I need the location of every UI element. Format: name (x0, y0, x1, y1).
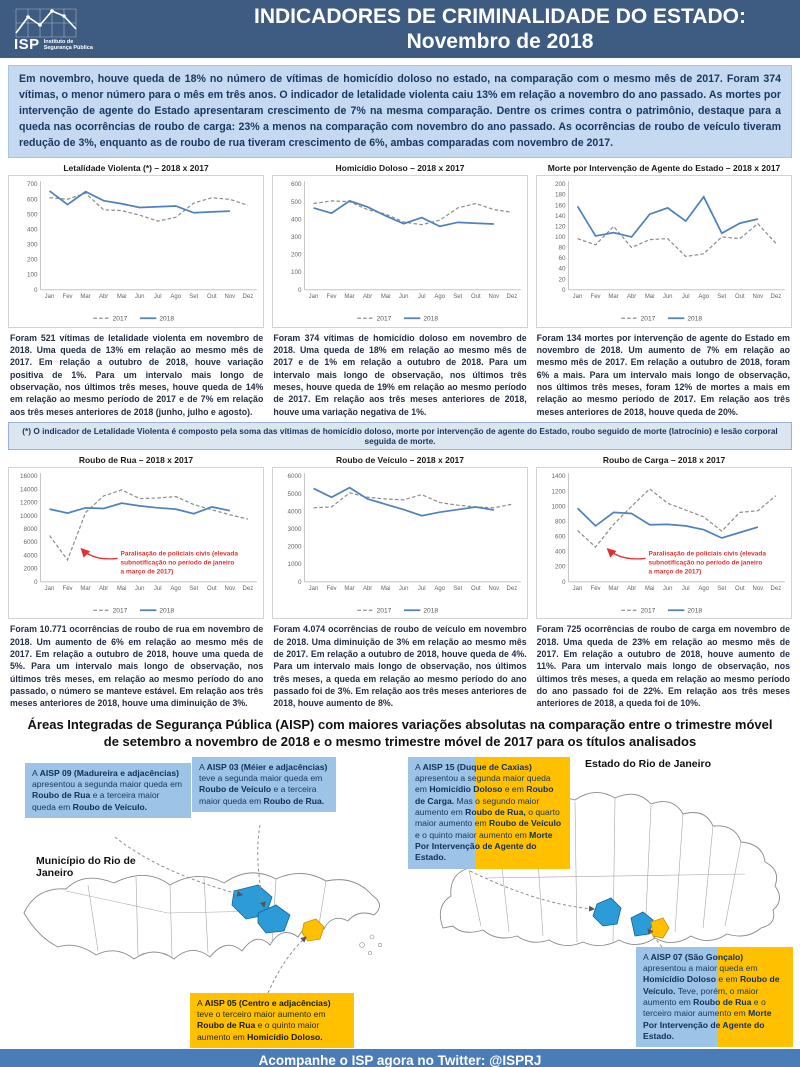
svg-text:Jan: Jan (44, 294, 55, 301)
svg-text:400: 400 (26, 226, 38, 234)
svg-text:Nov: Nov (752, 585, 764, 592)
svg-text:Ago: Ago (170, 585, 182, 592)
svg-text:Mar: Mar (344, 585, 355, 592)
logo-chart-icon (14, 7, 78, 39)
svg-text:60: 60 (558, 255, 566, 263)
svg-text:Fev: Fev (62, 294, 73, 301)
svg-text:400: 400 (554, 548, 566, 556)
svg-text:Jan: Jan (44, 585, 55, 592)
svg-text:2018: 2018 (687, 315, 703, 323)
svg-text:1000: 1000 (551, 503, 566, 511)
svg-text:Dez: Dez (242, 585, 254, 592)
chart-title: Roubo de Veículo – 2018 x 2017 (335, 455, 465, 465)
svg-text:Out: Out (470, 294, 481, 301)
arrow-aisp05 (268, 937, 306, 993)
svg-text:2017: 2017 (112, 607, 128, 615)
logo-name-line2: Segurança Pública (43, 45, 93, 52)
svg-text:20: 20 (558, 276, 566, 284)
svg-text:700: 700 (26, 181, 38, 189)
svg-text:400: 400 (290, 216, 302, 224)
svg-text:6000: 6000 (23, 539, 38, 547)
svg-text:100: 100 (290, 269, 302, 277)
svg-text:14000: 14000 (19, 486, 38, 494)
svg-text:Dez: Dez (242, 294, 254, 301)
svg-text:Set: Set (189, 585, 199, 592)
svg-text:0: 0 (33, 578, 38, 586)
svg-text:2018: 2018 (423, 607, 439, 615)
right-map-label: Estado do Rio de Janeiro (585, 757, 712, 770)
svg-text:5000: 5000 (287, 490, 302, 498)
svg-text:2018: 2018 (423, 315, 439, 323)
svg-text:2017: 2017 (376, 607, 392, 615)
svg-text:Nov: Nov (488, 585, 500, 592)
page-title-line2: Novembro de 2018 (406, 30, 594, 53)
line-chart-homicidio (272, 175, 528, 327)
svg-text:4000: 4000 (287, 508, 302, 516)
svg-text:Dez: Dez (770, 294, 782, 301)
svg-text:4000: 4000 (23, 552, 38, 560)
svg-text:Set: Set (453, 294, 463, 301)
svg-text:140: 140 (554, 213, 566, 221)
svg-text:0: 0 (297, 287, 302, 295)
svg-text:40: 40 (558, 266, 566, 274)
svg-text:Mar: Mar (80, 585, 91, 592)
svg-text:0: 0 (561, 578, 566, 586)
svg-text:Fev: Fev (326, 294, 337, 301)
chart-title: Letalidade Violenta (*) – 2018 x 2017 (63, 163, 209, 174)
svg-text:Out: Out (206, 294, 217, 301)
svg-text:subnotificação no período de j: subnotificação no período de janeiro (120, 559, 235, 567)
svg-text:Jul: Jul (681, 585, 690, 592)
svg-text:Abr: Abr (362, 585, 373, 592)
svg-text:12000: 12000 (19, 499, 38, 507)
svg-text:Dez: Dez (506, 294, 518, 301)
svg-text:Fev: Fev (590, 294, 601, 301)
page-title-line1: INDICADORES DE CRIMINALIDADE DO ESTADO: (254, 4, 746, 28)
svg-text:Set: Set (717, 585, 727, 592)
logo-name (44, 39, 93, 52)
bay-islands (360, 935, 382, 955)
line-chart-roubo-veiculo (272, 467, 528, 619)
svg-text:Out: Out (470, 585, 481, 592)
svg-text:Mai: Mai (644, 294, 655, 301)
svg-text:2017: 2017 (376, 315, 392, 323)
svg-text:2018: 2018 (687, 607, 703, 615)
svg-text:Jan: Jan (308, 585, 319, 592)
line-chart-roubo-rua (8, 467, 264, 619)
charts-row-2 (0, 455, 800, 619)
svg-text:2000: 2000 (287, 543, 302, 551)
svg-text:100: 100 (26, 272, 38, 280)
line-chart-letalidade (8, 175, 264, 327)
svg-text:600: 600 (290, 181, 302, 189)
svg-text:Set: Set (717, 294, 727, 301)
svg-text:0: 0 (297, 578, 302, 586)
svg-text:16000: 16000 (19, 473, 38, 481)
svg-text:Ago: Ago (434, 585, 446, 592)
left-map-label: Município do Rio de Janeiro (36, 854, 136, 879)
callout-aisp09: A AISP 09 (Madureira e adjacências) apresentou a segunda maior queda em Roubo de Rua e a terceira maior queda em Roubo de Veículo. (25, 763, 191, 818)
svg-text:Fev: Fev (590, 585, 601, 592)
svg-text:Nov: Nov (224, 294, 236, 301)
svg-text:Jul: Jul (153, 585, 162, 592)
footer (0, 1049, 800, 1067)
chart-title: Roubo de Rua – 2018 x 2017 (78, 455, 194, 465)
svg-text:Nov: Nov (752, 294, 764, 301)
svg-text:1400: 1400 (551, 473, 566, 481)
svg-text:300: 300 (290, 234, 302, 242)
letalidade-footnote: (*) O indicador de Letalidade Violenta é composto pela soma das vítimas de homicídio doloso, morte por intervenção de agente do Estado, roubo seguido de morte (latrocínio) e lesão corporal seguida de morte. (8, 422, 792, 450)
svg-text:80: 80 (558, 245, 566, 253)
svg-text:Dez: Dez (506, 585, 518, 592)
svg-text:200: 200 (26, 257, 38, 265)
svg-text:Jun: Jun (398, 585, 409, 592)
svg-text:Out: Out (734, 294, 745, 301)
rio-municipality-map (24, 873, 382, 959)
analysis-roubo-veiculo: Foram 4.074 ocorrências de roubo de veículo em novembro de 2018. Uma diminuição de 3% em relação ao mesmo mês de 2017. Em relação a outubro de 2018, houve queda de 4%. Para um intervalo mais longo de observação, nos últimos três meses, a queda em relação ao mesmo período do ano passado foi de 3%. Em relação aos três meses anteriores de 2018, houve aumento de 8%. (273, 624, 527, 709)
charts-row-1 (0, 163, 800, 327)
svg-text:Paralisação de policiais civis: Paralisação de policiais civis (elevada (648, 550, 767, 558)
svg-text:Jan: Jan (308, 294, 319, 301)
svg-text:Set: Set (189, 294, 199, 301)
svg-text:Dez: Dez (770, 585, 782, 592)
svg-text:2017: 2017 (640, 315, 656, 323)
svg-text:Jun: Jun (662, 294, 673, 301)
svg-text:Mar: Mar (344, 294, 355, 301)
svg-text:100: 100 (554, 234, 566, 242)
svg-text:0: 0 (33, 287, 38, 295)
svg-text:2018: 2018 (159, 315, 175, 323)
analysis-roubo-carga: Foram 725 ocorrências de roubo de carga em novembro de 2018. Uma queda de 23% em relação ao mesmo mês de 2017. Em relação a outubro de 2018, houve aumento de 11%. Para um intervalo mais longo de observação, nos últimos três meses, a queda em relação ao mesmo período do ano passado foi de 22%. Em relação aos três meses anteriores de 2018, a queda foi de 10%. (536, 624, 790, 709)
svg-text:500: 500 (26, 211, 38, 219)
svg-text:Jan: Jan (572, 585, 583, 592)
svg-text:120: 120 (554, 223, 566, 231)
svg-text:Jan: Jan (572, 294, 583, 301)
svg-text:Fev: Fev (326, 585, 337, 592)
chart-card-roubo-veiculo (272, 455, 528, 619)
analyses-row-2 (0, 623, 800, 709)
svg-text:Ago: Ago (698, 585, 710, 592)
analysis-letalidade: Foram 521 vítimas de letalidade violenta em novembro de 2018. Uma queda de 13% em relação ao mesmo mês de 2017. Em relação a outubro de 2018, houve variação positiva de 1%. Para um intervalo mais longo de observação, nos últimos três meses, houve queda de 14% em relação ao mesmo período de 2017 e de 7% em relação aos três meses anteriores de 2018 (junho, julho e agosto). (10, 332, 264, 417)
svg-text:Mai: Mai (116, 294, 127, 301)
chart-title: Morte por Intervenção de Agente do Estado – 2018 x 2017 (547, 163, 781, 174)
svg-text:800: 800 (554, 518, 566, 526)
svg-text:Jul: Jul (417, 585, 426, 592)
svg-text:Jun: Jun (134, 585, 145, 592)
svg-text:600: 600 (26, 196, 38, 204)
isp-logo (14, 7, 224, 52)
chart-title: Roubo de Carga – 2018 x 2017 (602, 455, 726, 465)
header-bar (0, 0, 800, 58)
svg-text:500: 500 (290, 199, 302, 207)
svg-text:1000: 1000 (287, 561, 302, 569)
svg-text:Jul: Jul (417, 294, 426, 301)
intro-summary: Em novembro, houve queda de 18% no número de vítimas de homicídio doloso no estado, na comparação com o mesmo mês de 2017. Foram 374 vítimas, o menor número para o mês em três anos. O indicador de letalidade violenta caiu 13% em relação a novembro do ano passado. As mortes por intervenção de agente do Estado apresentaram crescimento de 7% na mesma comparação. Dentre os crimes contra o patrimônio, destaque para a queda nas ocorrências de roubo de carga: 23% a menos na comparação com novembro do ano passado. As ocorrências de roubo de veículo tiveram redução de 3%, enquanto as de roubo de rua tiveram crescimento de 6%, ambas comparadas com novembro de 2017. (8, 65, 792, 158)
logo-acronym: ISP (14, 35, 40, 53)
chart-card-roubo-rua (8, 455, 264, 619)
svg-text:2017: 2017 (640, 607, 656, 615)
analysis-roubo-rua: Foram 10.771 ocorrências de roubo de rua em novembro de 2018. Um aumento de 6% em relação ao mesmo mês de 2017. Em relação a outubro de 2018, houve uma queda de 5%. Para um intervalo mais longo de observação, nos últimos três meses, em relação ao mesmo período do ano passado, o número se manteve estável. Em relação aos três meses anteriores de 2018, houve uma diminuição de 3%. (10, 624, 264, 709)
svg-text:Out: Out (206, 585, 217, 592)
chart-card-roubo-carga (536, 455, 792, 619)
svg-text:Ago: Ago (434, 294, 446, 301)
analyses-row-1 (0, 332, 800, 418)
svg-text:2018: 2018 (159, 607, 175, 615)
aisp-section-title: Áreas Integradas de Segurança Pública (AISP) com maiores variações absolutas na comparação entre o trimestre móvel de setembro a novembro de 2018 e o mesmo trimestre móvel de 2017 para os títulos analisados (27, 716, 773, 750)
svg-text:Ago: Ago (170, 294, 182, 301)
svg-text:Mai: Mai (380, 294, 391, 301)
svg-text:Out: Out (734, 585, 745, 592)
callout-aisp07: A AISP 07 (São Gonçalo) apresentou a maior queda em Homicídio Doloso e em Roubo de Veículo. Teve, porém, o maior aumento em Roubo de Rua e o terceiro maior aumento em Morte Por Intervenção de Agente do Estado. (636, 947, 793, 1048)
logo-name-line1: Instituto de (43, 38, 74, 45)
aisp-maps-section (0, 753, 800, 1049)
chart-card-letalidade (8, 163, 264, 327)
svg-text:6000: 6000 (287, 473, 302, 481)
chart-card-morte-intervencao (536, 163, 792, 327)
svg-text:3000: 3000 (287, 525, 302, 533)
callout-aisp03: A AISP 03 (Méier e adjacências) teve a segunda maior queda em Roubo de Veículo e a terceira maior queda em Roubo de Rua. (192, 757, 336, 812)
svg-text:Jul: Jul (153, 294, 162, 301)
svg-text:Mar: Mar (80, 294, 91, 301)
chart-card-homicidio (272, 163, 528, 327)
line-chart-morte-intervencao (536, 175, 792, 327)
svg-text:0: 0 (561, 287, 566, 295)
svg-text:Mai: Mai (380, 585, 391, 592)
svg-text:Paralisação de policiais civis: Paralisação de policiais civis (elevada (120, 550, 239, 558)
svg-text:Ago: Ago (698, 294, 710, 301)
page-title (224, 4, 786, 54)
svg-text:a março de 2017): a março de 2017) (648, 568, 702, 576)
svg-text:Jun: Jun (662, 585, 673, 592)
svg-text:160: 160 (554, 202, 566, 210)
footer-twitter-text: Acompanhe o ISP agora no Twitter: @ISPRJ (0, 1049, 800, 1067)
svg-text:180: 180 (554, 192, 566, 200)
svg-text:300: 300 (26, 241, 38, 249)
svg-text:Abr: Abr (626, 294, 637, 301)
analysis-morte-intervencao: Foram 134 mortes por intervenção de agente do Estado em novembro de 2018. Um aumento de 7% em relação ao mesmo mês de 2017. Em relação a outubro de 2018, foram 6% a mais. Para um intervalo mais longo de observação, nos últimos três meses, foram 12% de mortes a mais em relação ao mesmo período de 2017. Em relação aos três meses anteriores de 2018, houve queda de 20%. (536, 332, 790, 417)
analysis-homicidio: Foram 374 vítimas de homicídio doloso em novembro de 2018. Uma queda de 18% em relação ao mesmo mês de 2017 e de 1% em relação a outubro de 2018. Para um intervalo mais longo de observação, nos últimos três meses, houve queda de 19% em relação ao mesmo período de 2017. Em relação aos três meses anteriores de 2018, houve uma variação negativa de 1%. (273, 332, 527, 417)
svg-text:200: 200 (554, 181, 566, 189)
svg-text:Jun: Jun (134, 294, 145, 301)
svg-text:Nov: Nov (488, 294, 500, 301)
line-chart-roubo-carga (536, 467, 792, 619)
svg-text:Abr: Abr (626, 585, 637, 592)
svg-text:Mar: Mar (608, 585, 619, 592)
svg-text:Abr: Abr (362, 294, 373, 301)
svg-text:2000: 2000 (23, 565, 38, 573)
svg-text:Mai: Mai (644, 585, 655, 592)
svg-text:Fev: Fev (62, 585, 73, 592)
svg-text:Jun: Jun (398, 294, 409, 301)
svg-text:600: 600 (554, 533, 566, 541)
svg-text:Abr: Abr (98, 585, 109, 592)
svg-text:200: 200 (290, 252, 302, 260)
svg-text:1200: 1200 (551, 488, 566, 496)
svg-text:Abr: Abr (98, 294, 109, 301)
svg-text:Set: Set (453, 585, 463, 592)
callout-aisp15: A AISP 15 (Duque de Caxias) apresentou a segunda maior queda em Homicídio Doloso e em Roubo de Carga. Mas o segundo maior aumento em Roubo de Rua, o quarto maior aumento em Roubo de Veículo e o quinto maior aumento em Morte Por Intervenção de Agente do Estado. (408, 757, 570, 869)
svg-text:a março de 2017): a março de 2017) (120, 568, 174, 576)
svg-text:2017: 2017 (112, 315, 128, 323)
chart-title: Homicídio Doloso – 2018 x 2017 (335, 163, 465, 174)
svg-text:subnotificação no período de j: subnotificação no período de janeiro (648, 559, 763, 567)
svg-text:Mar: Mar (608, 294, 619, 301)
svg-text:8000: 8000 (23, 525, 38, 533)
svg-text:Mai: Mai (116, 585, 127, 592)
svg-text:200: 200 (554, 563, 566, 571)
svg-text:Nov: Nov (224, 585, 236, 592)
svg-text:Jul: Jul (681, 294, 690, 301)
callout-aisp05: A AISP 05 (Centro e adjacências) teve o terceiro maior aumento em Roubo de Rua e o quinto maior aumento em Homicídio Doloso. (190, 993, 354, 1048)
svg-text:10000: 10000 (19, 512, 38, 520)
